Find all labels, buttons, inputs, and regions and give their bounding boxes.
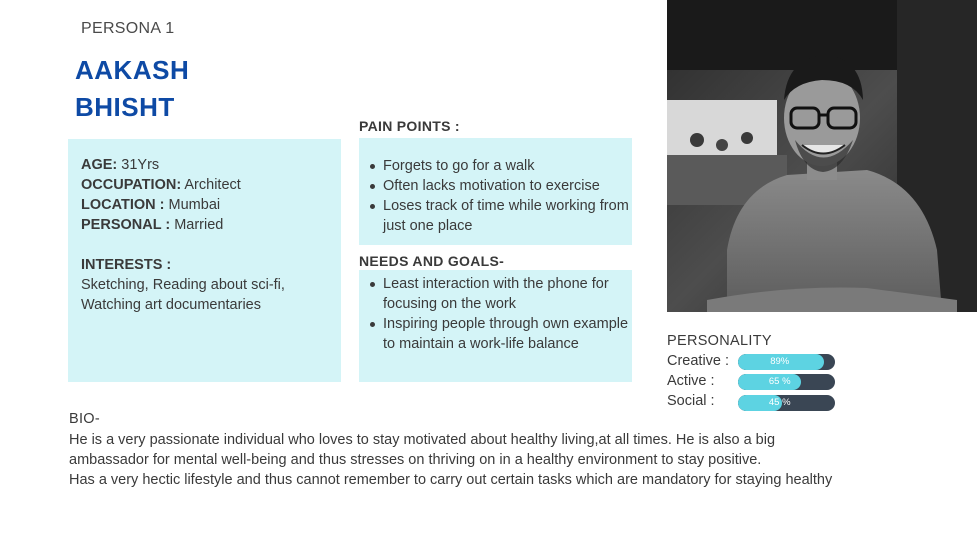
needs-goals-title: NEEDS AND GOALS-: [359, 253, 505, 269]
bio-text: [69, 430, 964, 490]
persona-photo: [667, 0, 977, 312]
social-bar: [738, 395, 835, 411]
trait-label-creative: Creative :: [667, 353, 730, 369]
active-bar: [738, 374, 835, 390]
pain-point-item: Often lacks motivation to exercise: [367, 176, 632, 196]
interests-line-1: Sketching, Reading about sci-fi,: [81, 277, 285, 293]
personality-title: PERSONALITY: [667, 333, 772, 349]
needs-goal-item: Inspiring people through own example to maintain a work-life balance: [367, 314, 632, 354]
pain-point-item: Loses track of time while working from just one place: [367, 196, 632, 236]
pain-points-card: [359, 138, 632, 245]
occupation-row: OCCUPATION: Architect: [81, 177, 241, 193]
needs-goals-card: [359, 270, 632, 382]
bio-line-2: ambassador for mental well-being and thus stresses on thriving on in a healthy environment to stay positive.: [69, 452, 762, 468]
interests-line-2: Watching art documentaries: [81, 297, 261, 313]
persona-name: [75, 52, 335, 126]
trait-label-social: Social :: [667, 393, 715, 409]
pain-point-item: Forgets to go for a walk: [367, 156, 632, 176]
creative-bar: [738, 354, 835, 370]
bio-line-3: Has a very hectic lifestyle and thus cannot remember to carry out certain tasks which are mandatory for staying healthy: [69, 472, 833, 488]
name-first: AAKASH: [75, 55, 190, 85]
location-row: LOCATION : Mumbai: [81, 197, 221, 213]
needs-goal-item: Least interaction with the phone for focusing on the work: [367, 274, 632, 314]
persona-label: PERSONA 1: [81, 20, 175, 37]
social-bar-value: 45 %: [768, 397, 791, 408]
trait-label-active: Active :: [667, 373, 715, 389]
personal-row: PERSONAL : Married: [81, 217, 224, 233]
bio-line-1: He is a very passionate individual who loves to stay motivated about healthy living,at all times. He is also a big: [69, 432, 776, 448]
info-card: [68, 139, 341, 382]
portrait-image: [667, 0, 977, 312]
pain-points-title: PAIN POINTS :: [359, 118, 460, 134]
age-row: AGE: 31Yrs: [81, 157, 160, 173]
name-last: BHISHT: [75, 92, 175, 122]
bio-title: BIO-: [69, 411, 101, 427]
creative-bar-value: 89%: [770, 356, 790, 367]
interests-label: INTERESTS :: [81, 257, 172, 273]
active-bar-value: 65 %: [768, 376, 791, 387]
